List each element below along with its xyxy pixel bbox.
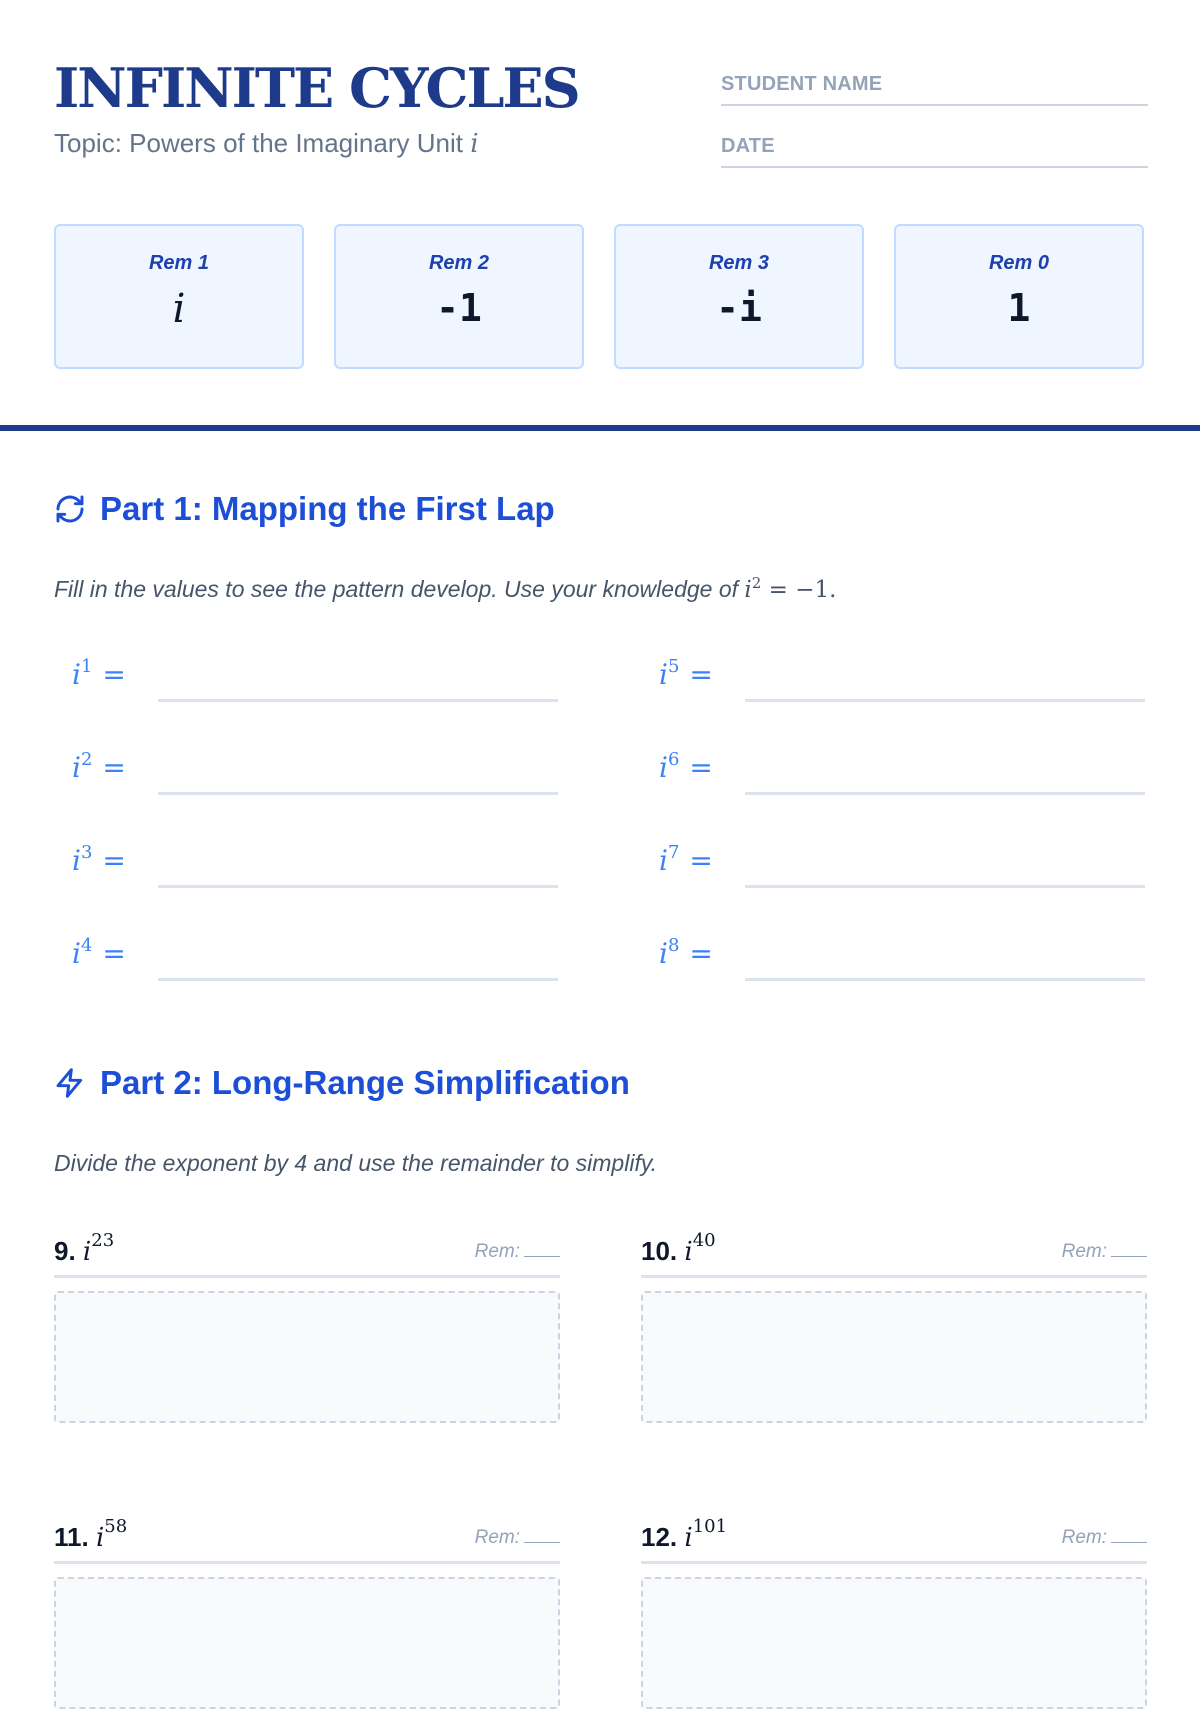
date-field[interactable] [721, 116, 1148, 168]
exponent: 58 [104, 1516, 128, 1537]
base: i [659, 658, 668, 691]
fill-row-4 [72, 927, 562, 981]
refresh-icon [54, 493, 86, 525]
problem-label: 10. [641, 1236, 678, 1266]
problem-11 [54, 1509, 560, 1564]
rem-blank[interactable] [524, 1256, 560, 1257]
base: i [684, 1237, 693, 1267]
part1-instructions [54, 576, 836, 603]
part2-heading [54, 1061, 630, 1105]
answer-line[interactable] [745, 699, 1145, 702]
page-title: INFINITE CYCLES [54, 56, 579, 120]
exponent: 2 [80, 749, 93, 770]
power-expression [72, 834, 126, 888]
problem-9 [54, 1223, 560, 1278]
problem-number [641, 1230, 716, 1267]
rem-card-value: -1 [436, 286, 482, 330]
math-base: i [744, 577, 752, 603]
base: i [659, 937, 668, 970]
base: i [72, 844, 81, 877]
exponent: 40 [692, 1230, 716, 1251]
rem-card-2 [334, 224, 584, 369]
rem-label: Rem: [1061, 1241, 1107, 1262]
problem-label: 9. [54, 1236, 76, 1266]
remainder-field[interactable] [1062, 1241, 1147, 1263]
base: i [72, 937, 81, 970]
work-area[interactable] [54, 1577, 560, 1709]
rem-card-label: Rem 3 [708, 252, 770, 274]
rem-label: Rem: [474, 1527, 520, 1548]
part2-title: Part 2: Long-Range Simplification [100, 1064, 630, 1101]
answer-line[interactable] [745, 978, 1145, 981]
work-area[interactable] [54, 1291, 560, 1423]
rem-blank[interactable] [1111, 1542, 1147, 1543]
power-expression [72, 927, 126, 981]
problem-expression [684, 1516, 728, 1553]
rem-label: Rem: [474, 1241, 520, 1262]
rem-blank[interactable] [524, 1542, 560, 1543]
part1-heading [54, 487, 555, 531]
topic-subtitle [54, 128, 479, 159]
exponent: 3 [80, 842, 93, 863]
instructions-math [744, 574, 837, 603]
problem-number [54, 1516, 128, 1553]
problem-expression [82, 1230, 115, 1267]
base: i [684, 1523, 693, 1553]
problem-10 [641, 1223, 1147, 1278]
problem-label: 11. [54, 1522, 89, 1552]
equals-sign: = [689, 844, 713, 877]
remainder-field[interactable] [1062, 1527, 1147, 1549]
rem-card-3 [614, 224, 864, 369]
exponent: 23 [91, 1230, 115, 1251]
remainder-field[interactable] [475, 1527, 560, 1549]
equals-sign: = [102, 844, 126, 877]
student-name-label: STUDENT NAME [721, 73, 883, 95]
power-expression [659, 927, 713, 981]
power-expression [72, 648, 126, 702]
topic-text: Topic: Powers of the Imaginary Unit [54, 128, 463, 158]
date-label: DATE [721, 135, 775, 157]
fill-row-7 [659, 834, 1149, 888]
answer-line[interactable] [158, 792, 558, 795]
exponent: 6 [667, 749, 680, 770]
rem-card-value: -i [716, 286, 762, 330]
exponent: 5 [667, 656, 680, 677]
power-expression [72, 741, 126, 795]
base: i [659, 751, 668, 784]
rem-label: Rem: [1061, 1527, 1107, 1548]
base: i [72, 751, 81, 784]
base: i [72, 658, 81, 691]
rem-blank[interactable] [1111, 1256, 1147, 1257]
answer-line[interactable] [158, 699, 558, 702]
part2-instructions: Divide the exponent by 4 and use the remainder to simplify. [54, 1150, 658, 1176]
equals-sign: = [689, 751, 713, 784]
lightning-icon [54, 1067, 86, 1099]
problem-label: 12. [641, 1522, 678, 1552]
base: i [659, 844, 668, 877]
exponent: 1 [80, 656, 93, 677]
answer-line[interactable] [158, 885, 558, 888]
fill-row-8 [659, 927, 1149, 981]
math-exponent: 2 [751, 574, 762, 592]
power-expression [659, 648, 713, 702]
rem-card-value: i [172, 286, 186, 332]
problem-header [641, 1509, 1147, 1564]
fill-row-2 [72, 741, 562, 795]
fill-row-5 [659, 648, 1149, 702]
remainder-field[interactable] [475, 1241, 560, 1263]
topic-variable: i [470, 129, 479, 159]
answer-line[interactable] [158, 978, 558, 981]
exponent: 7 [667, 842, 680, 863]
equals-sign: = [689, 658, 713, 691]
fill-row-6 [659, 741, 1149, 795]
rem-card-label: Rem 1 [148, 252, 210, 274]
section-divider [0, 425, 1200, 431]
student-name-field[interactable] [721, 54, 1148, 106]
answer-line[interactable] [745, 792, 1145, 795]
problem-expression [95, 1516, 128, 1553]
power-expression [659, 741, 713, 795]
problem-12 [641, 1509, 1147, 1564]
part1-instructions-text: Fill in the values to see the pattern develop. Use your knowledge of [54, 576, 739, 602]
fill-row-1 [72, 648, 562, 702]
rem-card-label: Rem 2 [428, 252, 490, 274]
exponent: 8 [667, 935, 680, 956]
problem-header [54, 1223, 560, 1278]
equals-sign: = [689, 937, 713, 970]
rem-card-0 [894, 224, 1144, 369]
equals-sign: = [102, 751, 126, 784]
rem-card-label: Rem 0 [988, 252, 1050, 274]
work-area[interactable] [641, 1291, 1147, 1423]
exponent: 4 [80, 935, 93, 956]
rem-card-value: 1 [1007, 286, 1031, 330]
math-rhs: = −1. [761, 577, 837, 603]
problem-number [641, 1516, 728, 1553]
exponent: 101 [692, 1516, 728, 1537]
base: i [95, 1523, 105, 1553]
equals-sign: = [102, 658, 126, 691]
problem-header [641, 1223, 1147, 1278]
problem-expression [684, 1230, 716, 1267]
answer-line[interactable] [745, 885, 1145, 888]
problem-number [54, 1230, 115, 1267]
part1-title: Part 1: Mapping the First Lap [100, 490, 555, 527]
rem-card-1 [54, 224, 304, 369]
fill-row-3 [72, 834, 562, 888]
remainder-cards [54, 224, 1148, 372]
work-area[interactable] [641, 1577, 1147, 1709]
worksheet-header [54, 54, 1148, 184]
power-expression [659, 834, 713, 888]
problem-header [54, 1509, 560, 1564]
equals-sign: = [102, 937, 126, 970]
base: i [82, 1237, 92, 1267]
